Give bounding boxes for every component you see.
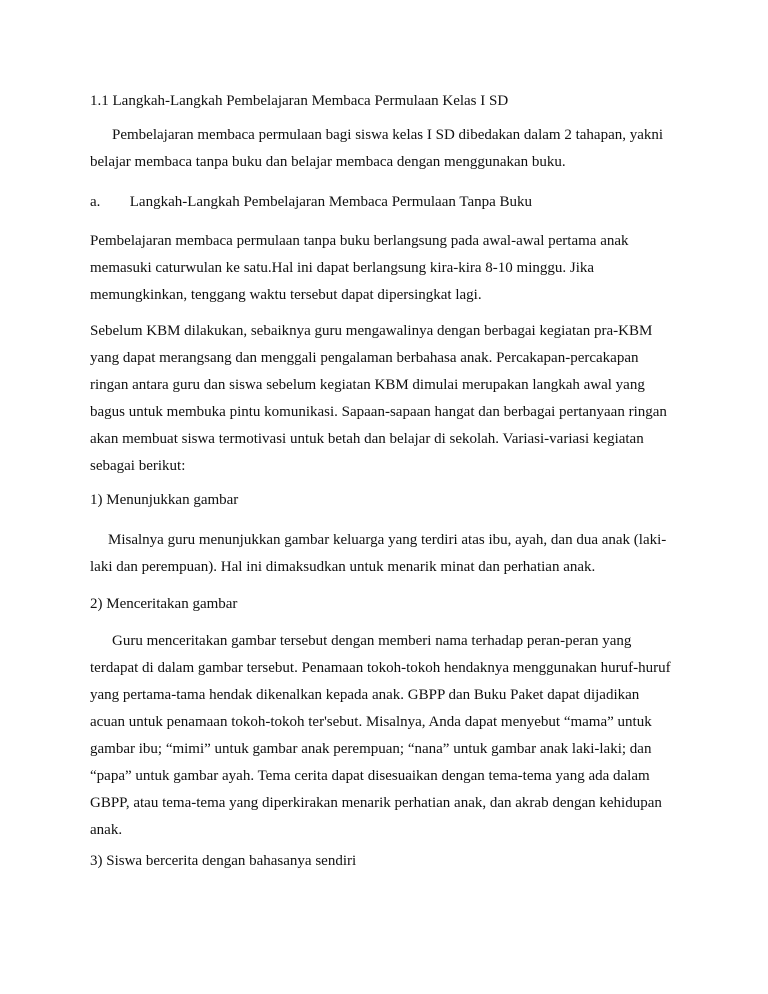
item1-heading-text: 1) Menunjukkan gambar [90, 492, 239, 508]
para2-line-3: ringan antara guru dan siswa sebelum kegiatan KBM dimulai merupakan langkah awal yang [90, 377, 645, 393]
item2-line-4: acuan untuk penamaan tokoh-tokoh ter'sebut. Misalnya, Anda dapat menyebut “mama” untuk [90, 714, 652, 730]
section-heading [90, 88, 690, 115]
intro-paragraph [90, 122, 690, 176]
item2-line-6: “papa” untuk gambar ayah. Tema cerita dapat disesuaikan dengan tema-tema yang ada dalam [90, 768, 650, 784]
intro-line-2: belajar membaca tanpa buku dan belajar membaca dengan menggunakan buku. [90, 154, 566, 170]
subsection-a-title: Langkah-Langkah Pembelajaran Membaca Permulaan Tanpa Buku [129, 194, 533, 210]
item-1-body [90, 527, 690, 581]
para2-line-2: yang dapat merangsang dan menggali pengalaman berbahasa anak. Percakapan-percakapan [90, 350, 639, 366]
paragraph-1 [90, 228, 690, 309]
subsection-a-label: a. [90, 194, 101, 210]
item2-line-2: terdapat di dalam gambar tersebut. Penamaan tokoh-tokoh hendaknya menggunakan huruf-huruf [90, 660, 671, 676]
intro-line-1: Pembelajaran membaca permulaan bagi siswa kelas I SD dibedakan dalam 2 tahapan, yakni [112, 127, 664, 143]
item-3-heading [90, 848, 690, 875]
item1-line-1: Misalnya guru menunjukkan gambar keluarga yang terdiri atas ibu, ayah, dan dua anak (laki- [108, 532, 667, 548]
para1-line-3: memungkinkan, tenggang waktu tersebut dapat dipersingkat lagi. [90, 287, 482, 303]
item2-line-5: gambar ibu; “mimi” untuk gambar anak perempuan; “nana” untuk gambar anak laki-laki; dan [90, 741, 652, 757]
item1-line-2: laki dan perempuan). Hal ini dimaksudkan untuk menarik minat dan perhatian anak. [90, 559, 596, 575]
para2-line-6: sebagai berikut: [90, 458, 186, 474]
item2-line-7: GBPP, atau tema-tema yang diperkirakan menarik perhatian anak, dan akrab dengan kehidupan [90, 795, 662, 811]
subsection-a-heading [90, 189, 690, 216]
item2-line-8: anak. [90, 822, 123, 838]
paragraph-2 [90, 318, 690, 480]
item-2-heading [90, 591, 690, 618]
item2-line-3: yang pertama-tama hendak dikenalkan kepada anak. GBPP dan Buku Paket dapat dijadikan [90, 687, 640, 703]
para2-line-1: Sebelum KBM dilakukan, sebaiknya guru mengawalinya dengan berbagai kegiatan pra-KBM [90, 323, 653, 339]
item3-heading-text: 3) Siswa bercerita dengan bahasanya sendiri [90, 853, 357, 869]
para1-line-2: memasuki caturwulan ke satu.Hal ini dapat berlangsung kira-kira 8-10 minggu. Jika [90, 260, 595, 276]
heading-text: 1.1 Langkah-Langkah Pembelajaran Membaca Permulaan Kelas I SD [90, 93, 509, 109]
item2-line-1: Guru menceritakan gambar tersebut dengan memberi nama terhadap peran-peran yang [112, 633, 632, 649]
para2-line-4: bagus untuk membuka pintu komunikasi. Sapaan-sapaan hangat dan berbagai pertanyaan ringan [90, 404, 667, 420]
item-1-heading [90, 487, 690, 514]
item-2-body [90, 628, 690, 844]
item2-heading-text: 2) Menceritakan gambar [90, 596, 238, 612]
para2-line-5: akan membuat siswa termotivasi untuk betah dan belajar di sekolah. Variasi-variasi kegiatan [90, 431, 644, 447]
para1-line-1: Pembelajaran membaca permulaan tanpa buku berlangsung pada awal-awal pertama anak [90, 233, 629, 249]
